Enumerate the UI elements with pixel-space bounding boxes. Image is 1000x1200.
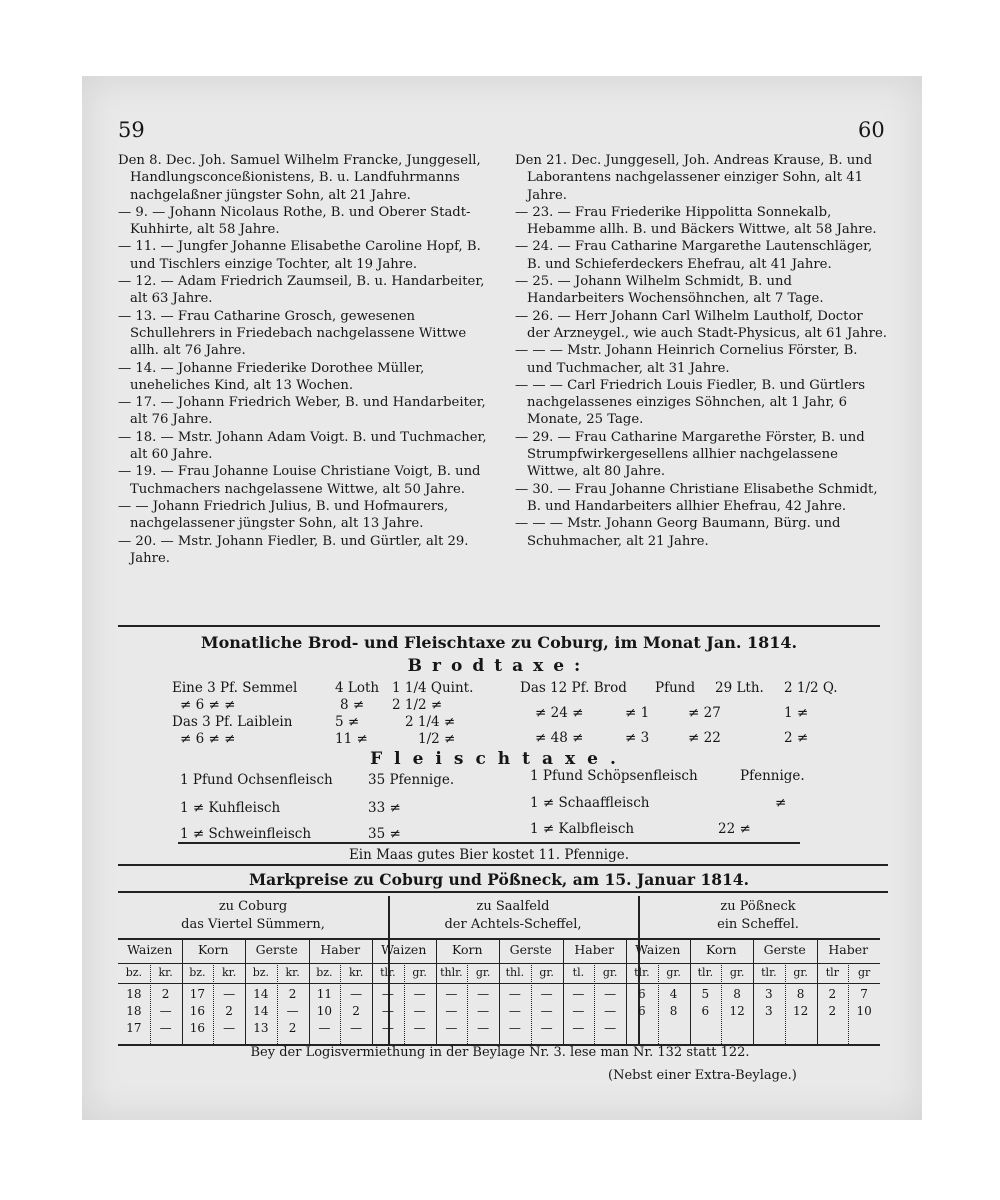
extra-supplement-note: (Nebst einer Extra-Beylage.) [608, 1068, 797, 1083]
register-entry: — — — Carl Friedrich Louis Fiedler, B. und Gürtlers nachgelassenes einziges Söhnchen, alt 1 Jahr, 6 Monate, 25 Tage. [515, 377, 865, 428]
market-title: Markpreise zu Coburg und Pößneck, am 15. Januar 1814. [249, 870, 749, 889]
market-group-coburg-line2: das Viertel Sümmern, [181, 917, 325, 932]
price-cell: — [223, 987, 236, 1001]
brod-right-row-2-quint: 1 ≠ [784, 705, 809, 721]
unit-header: tlr. [634, 966, 650, 979]
grain-header: Korn [197, 942, 229, 957]
register-entry: — 30. — Frau Johanne Christiane Elisabethe Schmidt, B. und Handarbeiters allhier Ehefrau, 42 Jahre. [515, 481, 878, 514]
price-cell: 12 [792, 1004, 809, 1018]
price-cell: — [413, 1004, 426, 1018]
price-cell: 11 [316, 987, 333, 1001]
price-cell: 2 [828, 1004, 837, 1018]
price-cell: 8 [669, 1004, 678, 1018]
grain-header: Waizen [635, 942, 681, 957]
register-entry: — 26. — Herr Johann Carl Wilhelm Lautholf, Doctor der Arzneygel., wie auch Stadt-Physicus, alt 61 Jahre. [515, 308, 887, 341]
price-cell: 2 [828, 987, 837, 1001]
death-register-right-column [515, 152, 887, 550]
price-cell: — [540, 987, 553, 1001]
rule-below-grain-header [118, 963, 880, 964]
register-entry: Den 21. Dec. Junggesell, Joh. Andreas Krause, B. und Laborantens nachgelassener einziger Sohn, alt 41 Jahre. [515, 153, 873, 203]
market-group-coburg-line1: zu Coburg [218, 899, 288, 914]
register-entry: — 19. — Frau Johanne Louise Christiane Voigt, B. und Tuchmachers nachgelassene Wittwe, alt 50 Jahre. [118, 464, 481, 497]
unit-header: gr [857, 966, 871, 979]
price-cell: 13 [253, 1021, 269, 1035]
price-cell: — [604, 987, 617, 1001]
price-cell: — [508, 1021, 521, 1035]
register-entry: — 14. — Johanne Friederike Dorothee Müller, uneheliches Kind, alt 13 Wochen. [118, 360, 425, 393]
fleisch-right-row-1-price: Pfennige. [740, 768, 805, 784]
price-cell: 17 [189, 987, 206, 1001]
price-cell: 5 [701, 987, 710, 1001]
fleisch-heading: Fleischtaxe. [370, 749, 628, 769]
register-entry: — 11. — Jungfer Johanne Elisabethe Caroline Hopf, B. und Tischlers einzige Tochter, alt 19 Jahre. [118, 239, 481, 272]
price-cell: 10 [316, 1004, 333, 1018]
unit-header: bz. [125, 966, 143, 979]
brod-row-1-quint: 1 1/4 Quint. [392, 680, 474, 696]
price-cell: 12 [729, 1004, 745, 1018]
market-group-saalfeld [390, 898, 636, 934]
fleisch-row-3-price: 35 ≠ [368, 826, 401, 842]
unit-header: bz. [189, 966, 206, 979]
beer-price-note: Ein Maas gutes Bier kostet 11. Pfennige. [348, 847, 630, 863]
death-register-left-column [118, 152, 490, 567]
price-cell: — [508, 1004, 521, 1018]
price-cell: — [413, 987, 426, 1001]
price-cell: 2 [161, 987, 170, 1001]
price-cell: — [540, 1021, 553, 1035]
unit-header: thl. [505, 966, 525, 979]
fleisch-right-row-2-label: 1 ≠ Schaaffleisch [530, 795, 650, 811]
price-cell: 8 [733, 987, 741, 1001]
price-cell: — [572, 987, 585, 1001]
price-cell: — [381, 1004, 394, 1018]
brod-right-row-3-quint: 2 ≠ [784, 730, 809, 746]
price-cell: 14 [253, 1004, 269, 1018]
unit-header: bz. [252, 966, 270, 979]
market-group-saalfeld-line1: zu Saalfeld [476, 899, 550, 914]
rule-above-tax [118, 625, 880, 627]
grain-header: Korn [705, 942, 737, 957]
unit-header: gr. [475, 966, 491, 979]
grain-header: Gerste [509, 942, 552, 957]
price-cell: — [572, 1021, 585, 1035]
price-cell: 2 [288, 1021, 297, 1035]
fleisch-row-3-label: 1 ≠ Schweinfleisch [180, 826, 312, 842]
price-cell: 2 [225, 1004, 233, 1018]
market-group-poessneck-line1: zu Pößneck [720, 899, 796, 914]
price-cell: — [540, 1004, 553, 1018]
market-group-poessneck [640, 898, 876, 934]
unit-header: tlr. [380, 966, 396, 979]
brod-heading: Brodtaxe: [407, 656, 591, 676]
register-entry: Den 8. Dec. Joh. Samuel Wilhelm Francke, Junggesell, Handlungsconceßionistens, B. u. Landfuhrmanns nachgelaßner jüngster Sohn, alt 21 Jahre. [118, 153, 481, 203]
rule-below-beer [118, 864, 888, 866]
grain-header: Waizen [127, 942, 173, 957]
price-cell: — [159, 1004, 172, 1018]
register-entry: — 29. — Frau Catharine Margarethe Förster, B. und Strumpfwirkergesellens allhier nachgelassene Wittwe, alt 80 Jahre. [515, 429, 865, 480]
unit-header: bz. [316, 966, 333, 979]
unit-header: gr. [793, 966, 808, 979]
price-cell: 18 [126, 1004, 142, 1018]
fleisch-right-row-1-label: 1 Pfund Schöpsenfleisch [530, 768, 698, 784]
unit-header: gr. [602, 966, 618, 979]
market-group-saalfeld-line2: der Achtels-Scheffel, [444, 917, 582, 932]
rule-above-beer [178, 842, 800, 844]
brod-right-row-3-pfund: ≠ 3 [625, 730, 650, 746]
price-cell: 16 [189, 1021, 206, 1035]
price-cell: 8 [796, 987, 805, 1001]
brod-right-row-1-quint: 2 1/2 Q. [784, 680, 838, 696]
unit-header: kr. [285, 966, 300, 979]
register-entry: — 12. — Adam Friedrich Zaumseil, B. u. Handarbeiter, alt 63 Jahre. [118, 274, 485, 307]
unit-header: kr. [158, 966, 173, 979]
brod-row-3-weight: 5 ≠ [335, 714, 360, 730]
price-cell: — [508, 987, 521, 1001]
price-cell: 10 [856, 1004, 872, 1018]
register-entry: — 17. — Johann Friedrich Weber, B. und Handarbeiter, alt 76 Jahre. [118, 395, 486, 428]
price-cell: — [350, 1021, 363, 1035]
register-entry: — — Johann Friedrich Julius, B. und Hofmaurers, nachgelassener jüngster Sohn, alt 13 Jahre. [118, 498, 449, 532]
page-number-left: 59 [118, 118, 145, 142]
unit-header: tlr. [761, 966, 777, 979]
brod-right-row-3-loth: ≠ 22 [688, 730, 721, 746]
brod-right-row-3-label: ≠ 48 ≠ [535, 730, 584, 746]
brod-row-4-quint: 1/2 ≠ [418, 731, 456, 747]
price-cell: 2 [352, 1004, 360, 1018]
fleisch-row-1-price: 35 Pfennige. [368, 772, 455, 788]
price-cell: 3 [765, 987, 773, 1001]
price-cell: 17 [126, 1021, 142, 1035]
price-cell: — [604, 1004, 617, 1018]
fleisch-right-row-3-label: 1 ≠ Kalbfleisch [530, 821, 635, 837]
brod-row-4-label: ≠ 6 ≠ ≠ [180, 731, 236, 747]
price-cell: — [572, 1004, 585, 1018]
price-cell: — [477, 1004, 490, 1018]
register-entry: — 25. — Johann Wilhelm Schmidt, B. und Handarbeiters Wochensöhnchen, alt 7 Tage. [515, 274, 824, 307]
register-entry: — 18. — Mstr. Johann Adam Voigt. B. und Tuchmacher, alt 60 Jahre. [118, 429, 487, 463]
brod-row-4-weight: 11 ≠ [335, 731, 368, 747]
brod-right-row-1-loth: 29 Lth. [715, 680, 764, 696]
price-cell: — [159, 1021, 172, 1035]
price-cell: — [350, 987, 363, 1001]
price-cell: — [223, 1021, 236, 1035]
brod-row-2-label: ≠ 6 ≠ ≠ [180, 697, 236, 713]
register-entry: — 23. — Frau Friederike Hippolitta Sonnekalb, Hebamme allh. B. und Bäckers Wittwe, alt 58 Jahre. [515, 204, 877, 238]
unit-header: kr. [349, 966, 364, 979]
unit-header: tlr [825, 966, 839, 979]
price-cell: 14 [253, 987, 269, 1001]
price-cell: 2 [288, 987, 297, 1001]
price-cell: — [477, 987, 490, 1001]
unit-header: gr. [412, 966, 427, 979]
grain-header: Waizen [381, 942, 427, 957]
market-group-poessneck-line2: ein Scheffel. [717, 917, 799, 932]
register-entry: — — — Mstr. Johann Georg Baumann, Bürg. und Schuhmacher, alt 21 Jahre. [515, 516, 841, 549]
footnote: Bey der Logisvermiethung in der Beylage Nr. 3. lese man Nr. 132 statt 122. [250, 1045, 750, 1060]
grain-header: Gerste [255, 942, 298, 957]
brod-right-row-1-pfund: Pfund [655, 680, 696, 696]
price-cell: — [604, 1021, 617, 1035]
grain-header: Haber [320, 942, 361, 957]
brod-row-1-weight: 4 Loth [335, 680, 380, 696]
grain-header: Korn [451, 942, 483, 957]
price-cell: 4 [669, 987, 678, 1001]
price-cell: 6 [638, 1004, 646, 1018]
price-cell: 3 [765, 1004, 773, 1018]
brod-row-3-label: Das 3 Pf. Laiblein [172, 714, 293, 730]
price-cell: 6 [638, 987, 646, 1001]
rule-below-units [118, 983, 880, 984]
unit-header: gr. [729, 966, 745, 979]
price-cell: — [286, 1004, 299, 1018]
fleisch-right-row-2-price: ≠ [775, 795, 787, 811]
unit-header: thlr. [440, 966, 463, 979]
fleisch-row-1-label: 1 Pfund Ochsenfleisch [180, 772, 333, 788]
price-cell: — [445, 1021, 458, 1035]
unit-header: gr. [539, 966, 554, 979]
grain-header: Haber [828, 942, 869, 957]
price-cell: 6 [701, 1004, 710, 1018]
unit-header: kr. [222, 966, 237, 979]
fleisch-right-row-3-price: 22 ≠ [718, 821, 751, 837]
unit-header: gr. [666, 966, 681, 979]
brod-row-2-quint: 2 1/2 ≠ [392, 697, 443, 713]
price-cell: — [318, 1021, 331, 1035]
price-cell: 7 [860, 987, 868, 1001]
grain-header: Gerste [763, 942, 806, 957]
price-cell: 16 [189, 1004, 206, 1018]
price-cell: 18 [126, 987, 142, 1001]
brod-right-row-2-label: ≠ 24 ≠ [535, 705, 584, 721]
rule-below-market-title [118, 891, 888, 893]
register-entry: — 9. — Johann Nicolaus Rothe, B. und Oberer Stadt-Kuhhirte, alt 58 Jahre. [118, 204, 471, 238]
price-cell: — [381, 987, 394, 1001]
price-cell: — [445, 987, 458, 1001]
unit-header: tl. [572, 966, 585, 979]
page-number-right: 60 [858, 118, 885, 142]
brod-row-2-weight: 8 ≠ [340, 697, 365, 713]
unit-header: tlr. [697, 966, 714, 979]
register-entry: — — — Mstr. Johann Heinrich Cornelius Förster, B. und Tuchmacher, alt 31 Jahre. [515, 343, 858, 376]
price-cell: — [381, 1021, 394, 1035]
register-entry: — 13. — Frau Catharine Grosch, gewesenen Schullehrers in Friedebach nachgelassene Wittwe allh. alt 76 Jahre. [118, 308, 467, 359]
tax-title: Monatliche Brod- und Fleischtaxe zu Coburg, im Monat Jan. 1814. [200, 633, 798, 652]
price-cell: — [413, 1021, 426, 1035]
fleisch-row-2-label: 1 ≠ Kuhfleisch [180, 800, 281, 816]
fleisch-row-2-price: 33 ≠ [368, 800, 401, 816]
register-entry: — 20. — Mstr. Johann Fiedler, B. und Gürtler, alt 29. Jahre. [118, 533, 469, 566]
register-entry: — 24. — Frau Catharine Margarethe Lautenschläger, B. und Schieferdeckers Ehefrau, alt 41 Jahre. [515, 239, 873, 272]
market-group-coburg [118, 898, 388, 934]
price-cell: — [445, 1004, 458, 1018]
brod-right-row-2-pfund: ≠ 1 [625, 705, 650, 721]
price-cell: — [477, 1021, 490, 1035]
grain-header: Haber [574, 942, 615, 957]
brod-row-1-label: Eine 3 Pf. Semmel [172, 680, 298, 696]
brod-row-3-quint: 2 1/4 ≠ [405, 714, 456, 730]
brod-right-row-1-label: Das 12 Pf. Brod [520, 680, 627, 696]
brod-right-row-2-loth: ≠ 27 [688, 705, 721, 721]
